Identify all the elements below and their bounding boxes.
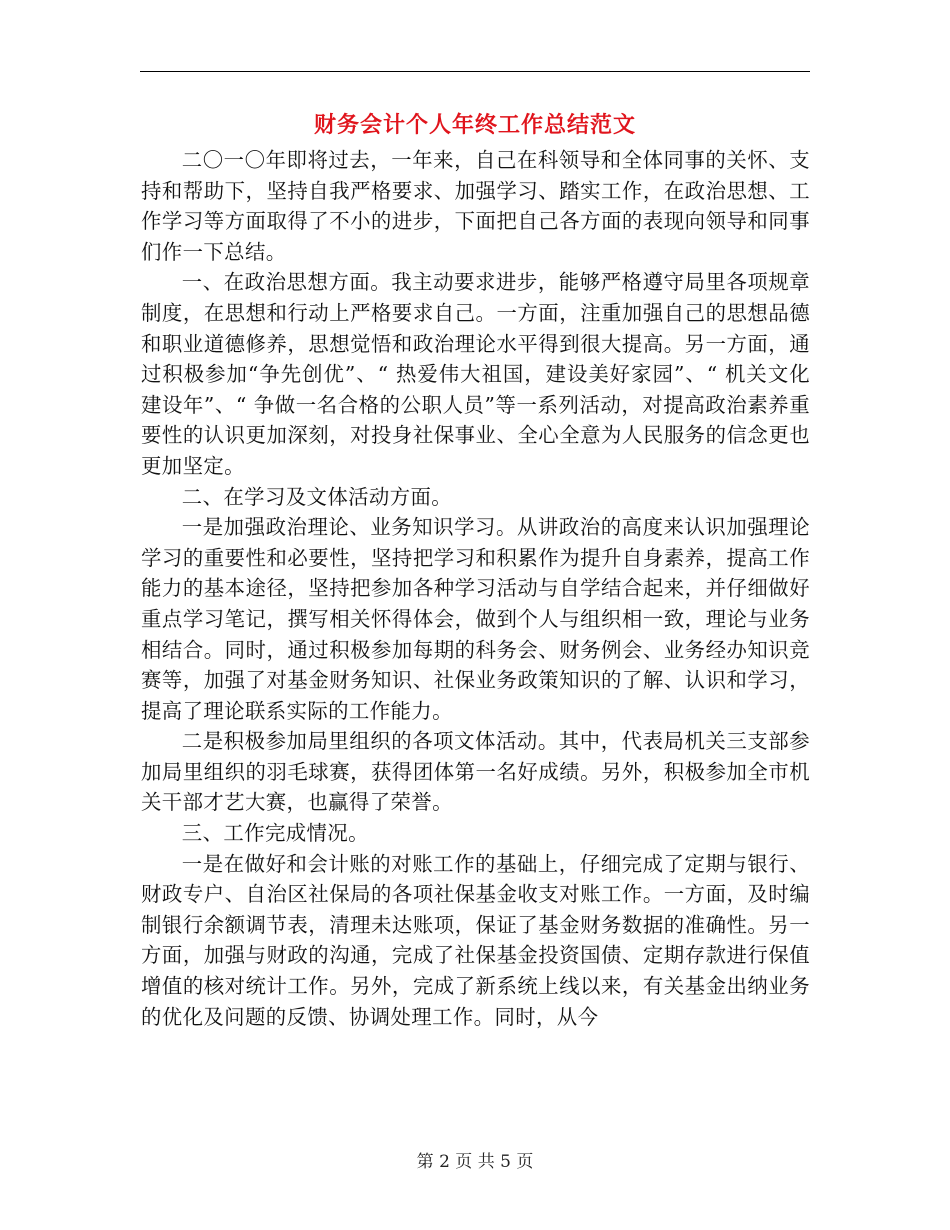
paragraph-work-heading: 三、工作完成情况。 bbox=[181, 821, 369, 846]
paragraph-study-theory: 一是加强政治理论、业务知识学习。从讲政治的高度来认识加强理论学习的重要性和必要性，坚持把学习和积累作为提升自身素养，提高工作能力的基本途径，坚持把参加各种学习活动与自学结合起来，并仔细做好重点学习笔记，撰写相关怀得体会，做到个人与组织相一致，理论与业务相结合。同时，通过积极参加每期的科务会、财务例会、业务经办知识竞赛等，加强了对基金财务知识、社保业务政策知识的了解、认识和学习，提高了理论联系实际的工作能力。 bbox=[141, 515, 810, 723]
paragraph-intro: 二〇一〇年即将过去，一年来，自己在科领导和全体同事的关怀、支持和帮助下，坚持自我严格要求、加强学习、踏实工作，在政治思想、工作学习等方面取得了不小的进步，下面把自己各方面的表现向领导和同事们作一下总结。 bbox=[141, 148, 810, 264]
paragraph-study-heading: 二、在学习及文体活动方面。 bbox=[181, 484, 453, 509]
page-number: 第 2 页 共 5 页 bbox=[416, 1152, 534, 1172]
document-title: 财务会计个人年终工作总结范文 bbox=[313, 112, 636, 138]
paragraph-work-reconciliation: 一是在做好和会计账的对账工作的基础上，仔细完成了定期与银行、财政专户、自治区社保局的各项社保基金收支对账工作。一方面，及时编制银行余额调节表，清理未达账项，保证了基金财务数据的准确性。另一方面，加强与财政的沟通，完成了社保基金投资国债、定期存款进行保值增值的核对统计工作。另外，完成了新系统上线以来，有关基金出纳业务的优化及问题的反馈、协调处理工作。同时，从今 bbox=[141, 851, 810, 1029]
paragraph-study-activities: 二是积极参加局里组织的各项文体活动。其中，代表局机关三支部参加局里组织的羽毛球赛，获得团体第一名好成绩。另外，积极参加全市机关干部才艺大赛，也赢得了荣誉。 bbox=[141, 729, 810, 815]
header-rule bbox=[140, 71, 810, 72]
paragraph-political: 一、在政治思想方面。我主动要求进步，能够严格遵守局里各项规章制度，在思想和行动上严格要求自己。一方面，注重加强自己的思想品德和职业道德修养，思想觉悟和政治理论水平得到很大提高。另一方面，通过积极参加“争先创优”、“ 热爱伟大祖国，建设美好家园”、“ 机关文化建设年”、“ 争做一名合格的公职人员”等一系列活动，对提高政治素养重要性的认识更加深刻，对投身社保事业、全心全意为人民服务的信念更也更加坚定。 bbox=[141, 270, 810, 478]
document-body bbox=[141, 145, 810, 1032]
